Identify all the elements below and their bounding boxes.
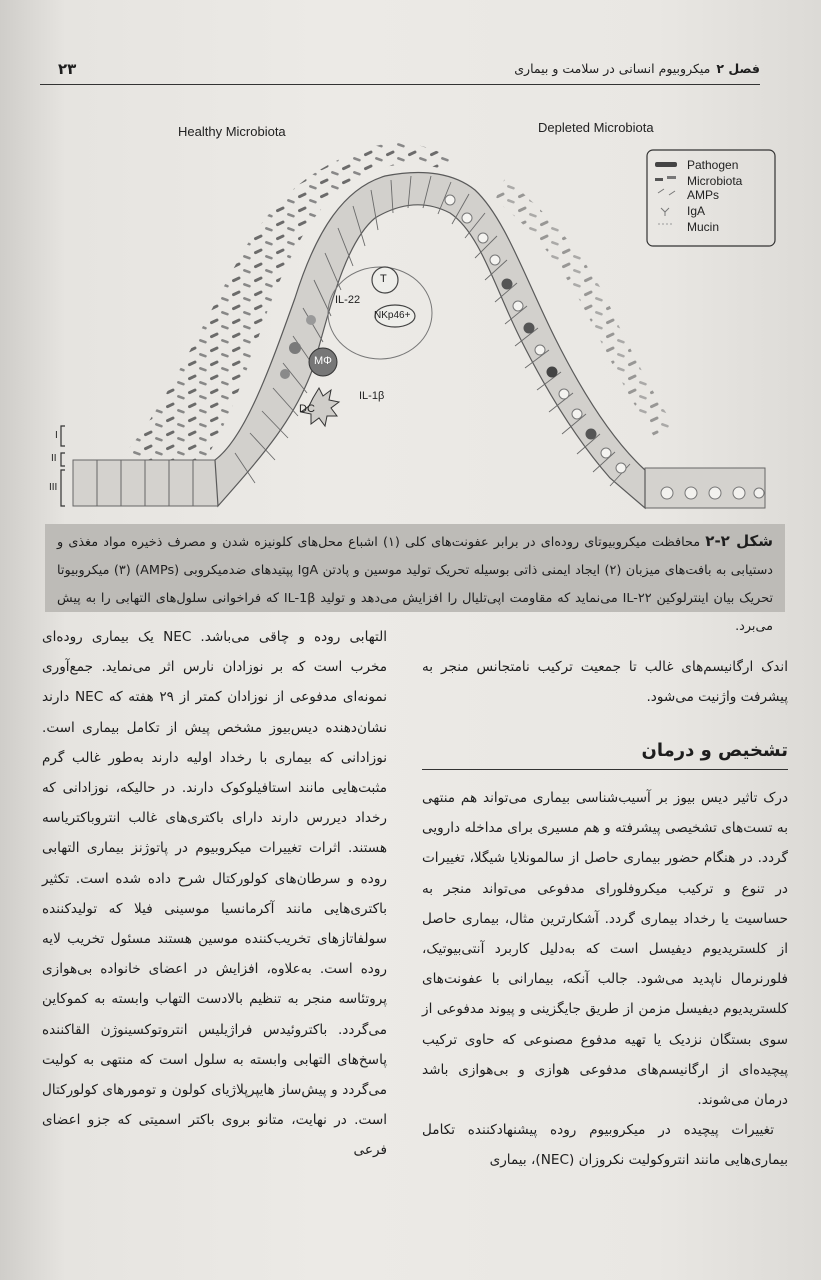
legend-mucin: Mucin [687,220,720,234]
epithelial-base-row [73,460,765,508]
microbiota-figure [49,108,785,520]
paragraph-complex-changes: تغییرات پیچیده در میکروبیوم روده پیشنهادکننده تکامل بیماری‌هایی مانند انتروکولیت نکروزان (NEC)، بیماری [422,1122,788,1169]
intestinal-villus-illustration [55,108,785,520]
legend-microbiota: Microbiota [687,174,743,188]
caption-line-2: بافت‌های میزبان (۲) ایجاد ایمنی ذاتی بوسیله تحریک تولید موسین و پادتن IgA پپتیدهای ضدمیکروبی (AMPs) (۳) میکروبیوتا تحریک بیان [57,563,774,606]
legend-amps: AMPs [687,188,720,202]
il1b-label: IL-1β [359,390,385,402]
dc-label: DC [299,403,315,415]
chapter-label: فصل ۲ [716,61,760,76]
legend-iga: IgA [687,204,706,218]
chapter-heading [514,61,760,76]
intro-paragraph: اندک ارگانیسم‌های غالب تا جمعیت ترکیب نامتجانس منجر به پیشرفت واژنیت می‌شود. [422,659,788,706]
nkp46-label: NKp46+ [374,310,411,321]
right-column-body [422,783,788,1176]
il22-label: IL-22 [335,294,361,306]
section-heading: تشخیص و درمان [422,735,788,770]
caption-line-1: محافظت میکروبیوتای روده‌ای در برابر عفونت‌های کلی (۱) اشباع محل‌های کلونیزه شدن و مصرف ذخیره مواد مغذی و دستیابی به [57,535,773,578]
page-header [40,58,760,85]
macrophage-label: MΦ [314,355,332,367]
layer-brackets [61,426,65,506]
depleted-title: Depleted Microbiota [538,120,654,135]
paragraph-nec: التهابی روده و چاقی می‌باشد. NEC یک بیماری روده‌ای مخرب است که بر نوزادان نارس اثر می‌نماید. جمع‌آوری نمونه‌ای مدفوعی از نوزادان کمتر از ۲۹ هفته که NEC دارند نشان‌دهنده دیس‌بیوز مشخص پیش از تکامل بیماری است. نوزادانی که بیماری با رخداد اولیه دارند به‌طور غالب گرم مثبت‌هایی مانند استافیلوکوک دارند. در حالیکه، نوزادانی که رخداد دیررس دارند دارای باکتری‌های غالب انتروباکتریاسه هستند. اثرات تغییرات میکروبیوم در پاتوژنز بیماری التهابی روده و سرطان‌های کولورکتال شرح داده شده است. تکثیر باکتری‌هایی مانند آکرمانسیا موسینی فیلا که تولیدکننده سولفاتازهای تخریب‌کننده موسین هستند مسئول تخریب لایه روده است. به‌علاوه، افزایش در اعضای خانواده بی‌هوازی پروتئاسه منجر به تنظیم بالادست التهاب وابسته به کموکاین می‌گردد. باکتروئیدس فراژیلیس انتروتوکسینوژن القاکننده پاسخ‌های التهابی وابسته به سلول است که منتهی به کولیت می‌گردد و پیش‌ساز هایپرپلاژیای کولون و تومورهای کولورکتال است. در نهایت، متانو بروی باکتر اسمیتی که جزو اعضای فرعی [42,629,387,1159]
figure-caption [45,524,785,634]
healthy-title: Healthy Microbiota [178,124,286,139]
marker-i: I [55,430,58,441]
chapter-title: میکروبیوم انسانی در سلامت و بیماری [514,61,711,76]
marker-iii: III [49,482,58,493]
legend-pathogen: Pathogen [687,158,739,172]
right-column [422,652,788,712]
legend-swatches [655,162,677,224]
left-column [42,622,387,1166]
page-number: ۲۳ [58,60,77,78]
t-cell-label: T [380,273,387,285]
paragraph-diagnosis: درک تاثیر دیس بیوز بر آسیب‌شناسی بیماری می‌تواند هم منتهی به تست‌های تشخیصی پیشرفته و هم مسیری برای مداخله دارویی گردد. در هنگام حضور بیماری حاصل از سالمونلایا شیگلا، تغییرات در تنوع و ترکیب میکروفلورای مدفوعی می‌تواند منجر به حساسیت یا رخداد بیماری گردد. آشکارترین مثال، بیماری حاصل از کلستریدیوم دیفیسل است که به‌دلیل کاربرد آنتی‌بیوتیک، فلورنرمال ناپدید می‌شود. جالب آنکه، بیمارانی با عفونت‌های کلستریدیوم دیفیسل مزمن از طریق جایگزینی و پیوند مدفوعی از سوی بستگان نزدیک یا تهیه مدفوع مصنوعی که حاوی ترکیب پیچیده‌ای از ارگانیسم‌های مدفوعی هوازی و بی‌هوازی باشد درمان می‌شوند. [422,790,788,1109]
marker-ii: II [51,453,57,464]
caption-line-3: اینترلوکین IL-۲۲ می‌نماید که مقاومت اپی‌تلیال را افزایش می‌دهد و تولید IL-1β که فراخوانی سلول‌های التهابی را به پیش می‌برد. [57,591,773,634]
caption-label: شکل ۲-۲ [705,532,773,550]
